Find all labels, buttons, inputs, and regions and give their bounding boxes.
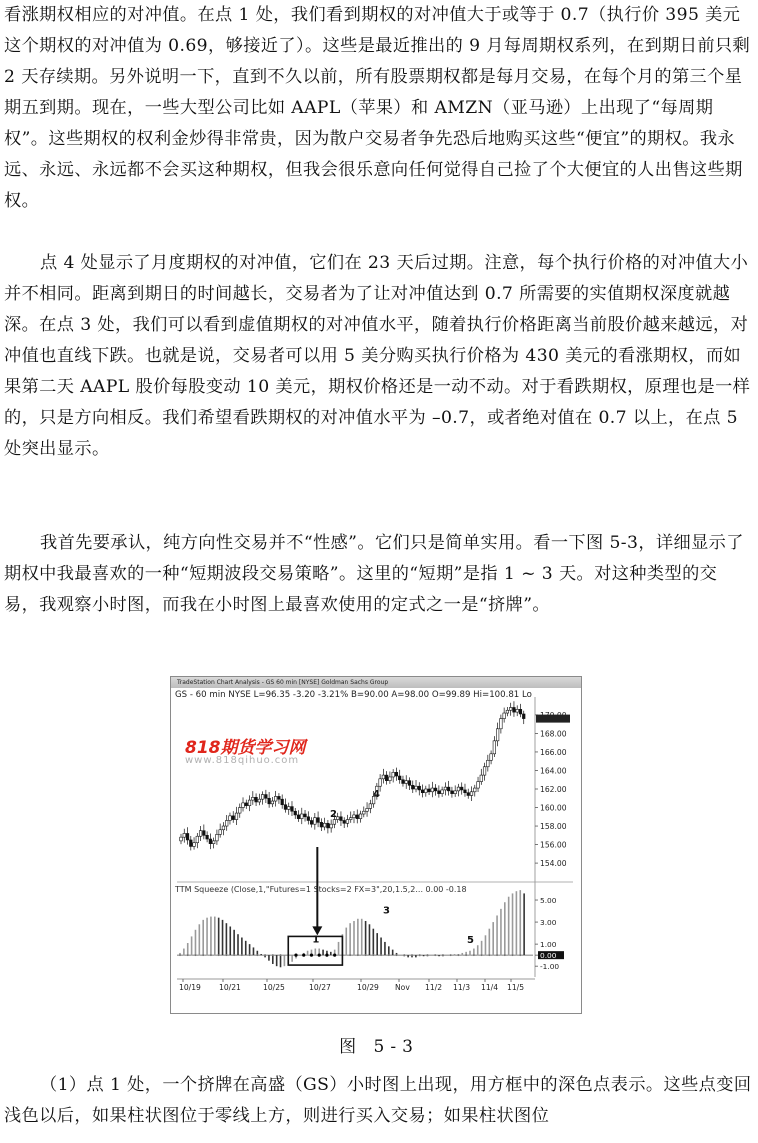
candle-body <box>349 818 352 820</box>
squeeze-dot <box>256 954 258 956</box>
candle-body <box>297 815 300 819</box>
candle-body <box>340 817 343 821</box>
squeeze-dot <box>403 954 405 956</box>
candle-body <box>519 709 522 714</box>
candle-body <box>441 790 444 794</box>
paragraph-4: （1）点 1 处，一个挤牌在高盛（GS）小时图上出现，用方框中的深色点表示。这些点变回浅色以后，如果柱状图位于零线上方，则进行买入交易；如果柱状图位 <box>4 1075 752 1126</box>
candle-body <box>333 820 336 825</box>
candle-body <box>242 803 245 808</box>
squeeze-dot <box>272 954 274 956</box>
price-tick-label-6: 158.00 <box>540 822 567 832</box>
paragraph-1: 看涨期权相应的对冲值。在点 1 处，我们看到期权的对冲值大于或等于 0.7（执行价 395 美元这个期权的对冲值为 0.69，够接近了）。这些是最近推出的 9 月每周期权系列，在到期日前只剩 2 天存续期。另外说明一下，直到不久以前，所有股票期权都是每月交易，在每个月的第三个星期五到期。现在，一些大型公司比如 AAPL（苹果）和 AMZN（亚马逊）上出现了“每周期权”。这些期权的权利金炒得非常贵，因为散户交易者争先恐后地购买这些“便宜”的期权。我永远、永远、永远都不会买这种期权，但我会很乐意向任何觉得自己捡了个大便宜的人出售这些期权。 <box>4 5 751 211</box>
candle-body <box>434 788 437 791</box>
price-tick-label-5: 160.00 <box>540 803 567 813</box>
candle-body <box>447 787 450 791</box>
candle-body <box>451 791 454 794</box>
figure-caption: 图 5-3 <box>339 1037 419 1057</box>
candle-body <box>255 797 258 802</box>
candle-body <box>287 807 290 810</box>
candle-body <box>431 788 434 792</box>
squeeze-dot <box>457 954 459 956</box>
indicator-label: TTM Squeeze (Close,1,"Futures=1 Stocks=2 FX=3",20,1.5,2... 0.00 -0.18 <box>175 885 467 894</box>
candle-body <box>496 729 499 741</box>
x-tick-label-4: 10/29 <box>357 983 379 992</box>
candle-body <box>225 820 228 826</box>
squeeze-dot <box>496 954 498 956</box>
candle-body <box>229 816 232 821</box>
ind-tick-label-4: -1.00 <box>540 962 560 972</box>
squeeze-dot <box>419 954 421 956</box>
squeeze-dot <box>488 954 490 956</box>
candle-body <box>307 817 310 821</box>
chart-header: GS - 60 min NYSE L=96.35 -3.20 -3.21% B=90.00 A=98.00 O=99.89 Hi=100.81 Lo <box>175 690 532 700</box>
squeeze-dot <box>249 954 251 956</box>
x-tick-label-0: 10/19 <box>179 983 201 992</box>
candle-body <box>444 787 447 790</box>
candle-body <box>506 710 509 713</box>
point-3-label: 3 <box>383 905 390 917</box>
squeeze-dot <box>380 954 382 956</box>
candle-body <box>248 800 251 806</box>
candle-body <box>356 815 359 819</box>
candle-body <box>320 822 323 827</box>
ind-tick-label-0: 5.00 <box>540 896 557 906</box>
candle-body <box>503 713 506 719</box>
price-tick-label-3: 164.00 <box>540 766 567 776</box>
candle-body <box>327 823 330 828</box>
candle-body <box>470 792 473 796</box>
candle-body <box>281 799 284 805</box>
candle-body <box>457 787 460 791</box>
candle-body <box>291 807 294 812</box>
paragraph-3: 我首先要承认，纯方向性交易并不“性感”。它们只是简单实用。看一下图 5-3，详细显示了期权中我最喜欢的一种“短期波段交易策略”。这里的“短期”是指 1 ~ 3 天。对这种类型的交易，我观察小时图，而我在小时图上最喜欢使用的定式之一是“挤牌”。 <box>4 533 744 615</box>
squeeze-dot <box>194 954 196 956</box>
candle-body <box>222 826 225 830</box>
candle-body <box>454 791 457 794</box>
ind-tick-label-1: 3.00 <box>540 918 557 928</box>
x-tick-label-7: 11/3 <box>453 983 471 992</box>
squeeze-dot <box>325 954 328 957</box>
price-tick-label-4: 162.00 <box>540 785 567 794</box>
watermark-url: www.818qihuo.com <box>185 755 300 766</box>
squeeze-dot <box>349 954 351 956</box>
chart-window-title: TradeStation Chart Analysis - GS 60 min [NYSE] Goldman Sachs Group <box>171 677 581 688</box>
chart-svg <box>171 677 581 1013</box>
candle-body <box>314 818 317 824</box>
candle-body <box>392 772 395 777</box>
x-tick-label-9: 11/5 <box>507 983 525 992</box>
candle-body <box>415 786 418 789</box>
candle-body <box>389 777 392 781</box>
candle-body <box>480 775 483 781</box>
price-tick-label-1: 168.00 <box>540 729 567 739</box>
candle-body <box>493 741 496 754</box>
squeeze-dot <box>233 954 235 956</box>
squeeze-dot <box>426 954 428 956</box>
watermark-logo: 818期货学习网 <box>185 738 306 758</box>
squeeze-dot <box>179 954 181 956</box>
candle-body <box>473 788 476 792</box>
candle-body <box>300 814 303 819</box>
candle-body <box>238 808 241 814</box>
x-tick-label-2: 10/25 <box>263 983 285 992</box>
candle-body <box>467 793 470 796</box>
candle-body <box>261 795 264 800</box>
point-4-label: 4 <box>373 789 380 800</box>
squeeze-dot <box>218 954 220 956</box>
candle-body <box>310 820 313 824</box>
squeeze-dot <box>210 954 212 956</box>
x-tick-label-5: Nov <box>395 983 410 992</box>
price-tick-label-8: 154.00 <box>540 859 567 869</box>
squeeze-dot <box>388 954 390 956</box>
candle-body <box>284 805 287 810</box>
candle-body <box>353 815 356 818</box>
squeeze-dot <box>481 954 483 956</box>
candle-body <box>398 776 401 780</box>
squeeze-dot <box>504 954 506 956</box>
candle-body <box>232 816 235 820</box>
price-tick-label-7: 156.00 <box>540 840 567 850</box>
candle-body <box>278 796 281 799</box>
candle-body <box>418 786 421 790</box>
candle-body <box>245 803 248 806</box>
candle-body <box>199 831 202 837</box>
candle-body <box>513 707 516 712</box>
candle-body <box>359 814 362 819</box>
candle-body <box>477 782 480 788</box>
candle-body <box>235 813 238 819</box>
paragraph-2: 点 4 处显示了月度期权的对冲值，它们在 23 天后过期。注意，每个执行价格的对冲值大小并不相同。距离到期日的时间越长，交易者为了让对冲值达到 0.7 所需要的实值期权深度就越深。在点 3 处，我们可以看到虚值期权的对冲值水平，随着执行价格距离当前股价越来越远，对冲值也直线下跌。也就是说，交易者可以用 5 美分购买执行价格为 430 美元的看涨期权，而如果第二天 AAPL 股价每股变动 10 美元，期权价格还是一动不动。对于看跌期权，原理也是一样的，只是方向相反。我们希望看跌期权的对冲值水平为 –0.7，或者绝对值在 0.7 以上，在点 5 处突出显示。 <box>4 253 751 459</box>
candle-body <box>203 831 206 836</box>
squeeze-dot <box>442 954 444 956</box>
candle-body <box>487 760 490 766</box>
candle-body <box>421 790 424 793</box>
x-tick-label-8: 11/4 <box>481 983 499 992</box>
candle-body <box>382 775 385 779</box>
candle-body <box>186 833 189 839</box>
candle-body <box>516 709 519 712</box>
candle-body <box>206 835 209 839</box>
candle-body <box>193 843 196 847</box>
candle-body <box>189 840 192 846</box>
point-2-label: 2 <box>330 809 337 820</box>
candle-body <box>343 820 346 823</box>
squeeze-dot <box>357 954 359 956</box>
candle-body <box>274 796 277 801</box>
candle-body <box>428 789 431 792</box>
candle-body <box>323 823 326 827</box>
candle-body <box>385 775 388 781</box>
point-1-label: 1 <box>312 934 320 946</box>
candle-body <box>464 790 467 793</box>
candle-body <box>402 780 405 784</box>
candle-body <box>196 836 199 842</box>
squeeze-dot <box>280 954 282 956</box>
chart-figure <box>170 676 582 1014</box>
candle-body <box>268 798 271 804</box>
squeeze-dot <box>294 954 297 957</box>
candle-body <box>408 781 411 786</box>
squeeze-dot <box>519 954 521 956</box>
candle-body <box>209 839 212 844</box>
candle-body <box>379 779 382 786</box>
squeeze-dot <box>473 954 475 956</box>
candle-body <box>411 785 414 789</box>
squeeze-dot <box>450 954 452 956</box>
squeeze-dot <box>365 954 367 956</box>
ind-tick-label-2: 1.00 <box>540 940 557 950</box>
candle-body <box>219 830 222 835</box>
x-tick-label-1: 10/21 <box>219 983 241 992</box>
candle-body <box>438 791 441 794</box>
squeeze-dot <box>241 954 243 956</box>
point-5-label: 5 <box>467 935 474 947</box>
candle-body <box>258 799 261 802</box>
candle-body <box>362 811 365 814</box>
squeeze-dot <box>434 954 436 956</box>
squeeze-dot <box>202 954 204 956</box>
squeeze-dot <box>333 954 336 957</box>
squeeze-dot <box>187 954 189 956</box>
candle-body <box>425 789 428 793</box>
x-tick-label-3: 10/27 <box>309 983 331 992</box>
candle-body <box>216 834 219 840</box>
candle-body <box>490 754 493 760</box>
squeeze-dot <box>302 954 305 957</box>
candle-body <box>183 833 186 837</box>
candle-body <box>522 714 525 719</box>
candle-body <box>330 824 333 828</box>
candle-body <box>395 772 398 776</box>
squeeze-dot <box>465 954 467 956</box>
candle-body <box>317 818 320 823</box>
candle-body <box>366 808 369 811</box>
x-tick-label-6: 11/2 <box>425 983 443 992</box>
candle-body <box>271 801 274 804</box>
candle-body <box>212 841 215 844</box>
squeeze-dot <box>225 954 227 956</box>
candle-body <box>405 781 408 784</box>
squeeze-dot <box>512 954 514 956</box>
squeeze-dot <box>318 954 321 957</box>
candle-body <box>460 787 463 790</box>
squeeze-dot <box>411 954 413 956</box>
candle-body <box>294 811 297 815</box>
last-price-marker <box>536 715 570 723</box>
squeeze-dot <box>372 954 374 956</box>
ind-tick-label-3: 0.00 <box>540 951 557 961</box>
squeeze-dot <box>264 954 266 956</box>
candle-body <box>483 767 486 775</box>
candle-body <box>265 795 268 799</box>
candle-body <box>346 820 349 824</box>
candle-body <box>252 797 255 800</box>
candle-body <box>180 837 183 841</box>
candle-body <box>304 814 307 817</box>
candle-body <box>509 707 512 710</box>
squeeze-dot <box>396 954 398 956</box>
candle-body <box>369 804 372 809</box>
squeeze-dot <box>310 954 313 957</box>
price-tick-label-2: 166.00 <box>540 747 567 757</box>
candle-body <box>500 719 503 729</box>
